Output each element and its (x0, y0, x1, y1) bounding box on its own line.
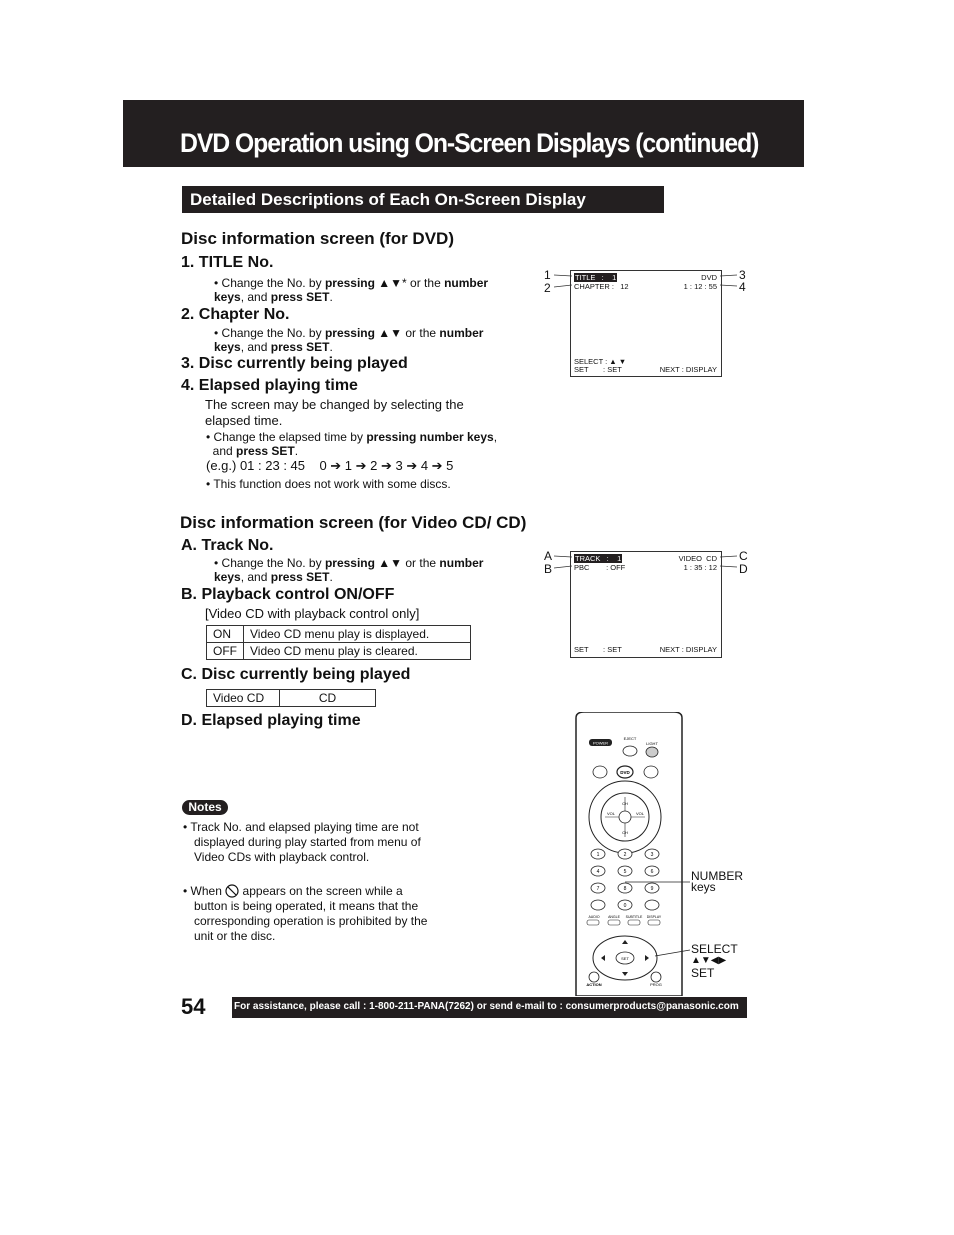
number-key-label: 8 (623, 886, 627, 892)
callout-b: B (544, 562, 553, 576)
disc-label: DVD (701, 273, 717, 282)
svg-text:ACTION: ACTION (586, 982, 602, 987)
svg-text:DVD: DVD (620, 770, 630, 775)
table-cell: Video CD menu play is displayed. (244, 626, 471, 643)
dvd-item3-heading: 3. Disc currently being played (181, 355, 408, 372)
number-key-label: 9 (650, 886, 654, 892)
time-label: 1 : 35 : 12 (683, 563, 717, 572)
table-cell: CD (280, 690, 376, 707)
svg-text:PROG: PROG (650, 982, 662, 987)
vcd-itemD-heading: D. Elapsed playing time (181, 712, 361, 729)
svg-text:VOL: VOL (606, 811, 616, 816)
assistance-text: For assistance, please call : 1-800-211-PANA(7262) or send e-mail to : consumerproducts@panasonic.com (234, 1001, 739, 1012)
eject-button (623, 746, 637, 756)
vcd-itemA-text: • Change the No. by pressing ▲▼ or the number keys, and press SET. (214, 556, 484, 584)
number-key-label: 5 (623, 869, 627, 875)
svg-text:VOL: VOL (635, 811, 645, 816)
disc-label: VIDEO CD (678, 554, 717, 563)
prohibited-icon (225, 884, 239, 898)
vcd-callout-lines (552, 551, 747, 571)
callout-4: 4 (739, 280, 746, 294)
select-arrows: ▲▼◀▶ (691, 955, 727, 966)
track-label: TRACK : 1 (575, 554, 622, 563)
callout-1: 1 (544, 268, 551, 282)
number-label: NUMBER (691, 869, 744, 883)
callout-a: A (544, 549, 553, 563)
keys-label: keys (691, 880, 716, 894)
dvd-item2-heading: 2. Chapter No. (181, 306, 290, 323)
number-key (591, 900, 605, 910)
dvd-note: • This function does not work with some discs. (206, 477, 451, 491)
set-label: SET : SET (574, 365, 622, 374)
number-key-label: 1 (596, 852, 600, 858)
pbc-table (206, 625, 471, 660)
next-label: NEXT : DISPLAY (659, 365, 717, 374)
number-key-label: 6 (650, 869, 654, 875)
svg-text:SUBTITLE: SUBTITLE (625, 915, 643, 919)
dvd-item4-bullet: • Change the elapsed time by pressing number keys, and press SET. (206, 430, 498, 458)
table-row (207, 643, 471, 660)
disc-table (206, 689, 376, 707)
callout-c: C (739, 549, 748, 563)
section-title: Detailed Descriptions of Each On-Screen Display (190, 190, 586, 209)
vcd-itemA-heading: A. Track No. (181, 537, 274, 554)
table-cell: Video CD (207, 690, 280, 707)
svg-text:ANGLE: ANGLE (608, 915, 620, 919)
table-row (207, 690, 376, 707)
chapter-label: CHAPTER : 12 (574, 282, 629, 291)
remote-label-lines (620, 870, 695, 960)
table-cell: OFF (207, 643, 244, 660)
svg-text:DISPLAY: DISPLAY (646, 915, 662, 919)
vcd-heading: Disc information screen (for Video CD/ CD) (180, 513, 527, 532)
dvd-callout-lines (552, 270, 747, 290)
note-2: • When appears on the screen while a button is being operated, it means that the corresponding operation is prohibited by the unit or the disc. (183, 884, 428, 943)
table-cell: ON (207, 626, 244, 643)
notes-badge: Notes (182, 800, 228, 815)
dvd-item4-desc: The screen may be changed by selecting the elapsed time. (205, 397, 464, 428)
dvd-item1-text: • Change the No. by pressing ▲▼* or the number keys, and press SET. (214, 276, 489, 304)
page-number: 54 (181, 994, 206, 1019)
vcd-itemB-heading: B. Playback control ON/OFF (181, 586, 395, 603)
note-1: • Track No. and elapsed playing time are not displayed during play started from menu of Video CDs with playback control. (183, 820, 421, 864)
dvd-example: (e.g.) 01 : 23 : 45 0 ➔ 1 ➔ 2 ➔ 3 ➔ 4 ➔ 5 (206, 458, 454, 473)
svg-text:POWER: POWER (592, 740, 609, 746)
svg-text:LIGHT: LIGHT (646, 741, 658, 746)
number-key-label: 7 (596, 886, 600, 892)
dvd-item4-heading: 4. Elapsed playing time (181, 377, 358, 394)
set-label: SET (691, 966, 715, 980)
time-label: 1 : 12 : 55 (683, 282, 717, 291)
select-label: SELECT (691, 942, 738, 956)
set-label: SET : SET (574, 645, 622, 654)
svg-text:CH: CH (622, 801, 628, 806)
vcd-itemC-heading: C. Disc currently being played (181, 666, 411, 683)
number-key-label: 3 (650, 852, 654, 858)
dvd-item1-heading: 1. TITLE No. (181, 254, 274, 271)
svg-text:SET: SET (621, 956, 629, 961)
number-key-label: 0 (623, 903, 627, 909)
select-label: SELECT : ▲ ▼ (574, 357, 627, 366)
vcd-itemB-sub: [Video CD with playback control only] (205, 606, 420, 621)
dvd-item2-text: • Change the No. by pressing ▲▼ or the number keys, and press SET. (214, 326, 484, 354)
title-label: TITLE : 1 (575, 273, 617, 282)
callout-d: D (739, 562, 748, 576)
number-key-label: 4 (596, 869, 600, 875)
dvd-heading: Disc information screen (for DVD) (181, 229, 454, 248)
next-label: NEXT : DISPLAY (659, 645, 717, 654)
svg-text:AUDIO: AUDIO (588, 915, 600, 919)
callout-2: 2 (544, 281, 551, 295)
svg-text:EJECT: EJECT (623, 736, 637, 741)
pbc-label: PBC : OFF (574, 563, 626, 572)
svg-text:CH: CH (622, 830, 628, 835)
table-cell: Video CD menu play is cleared. (244, 643, 471, 660)
callout-3: 3 (739, 268, 746, 282)
number-key-label: 2 (623, 852, 627, 858)
light-button (646, 747, 658, 757)
page-title: DVD Operation using On-Screen Displays (continued) (180, 128, 759, 158)
table-row (207, 626, 471, 643)
